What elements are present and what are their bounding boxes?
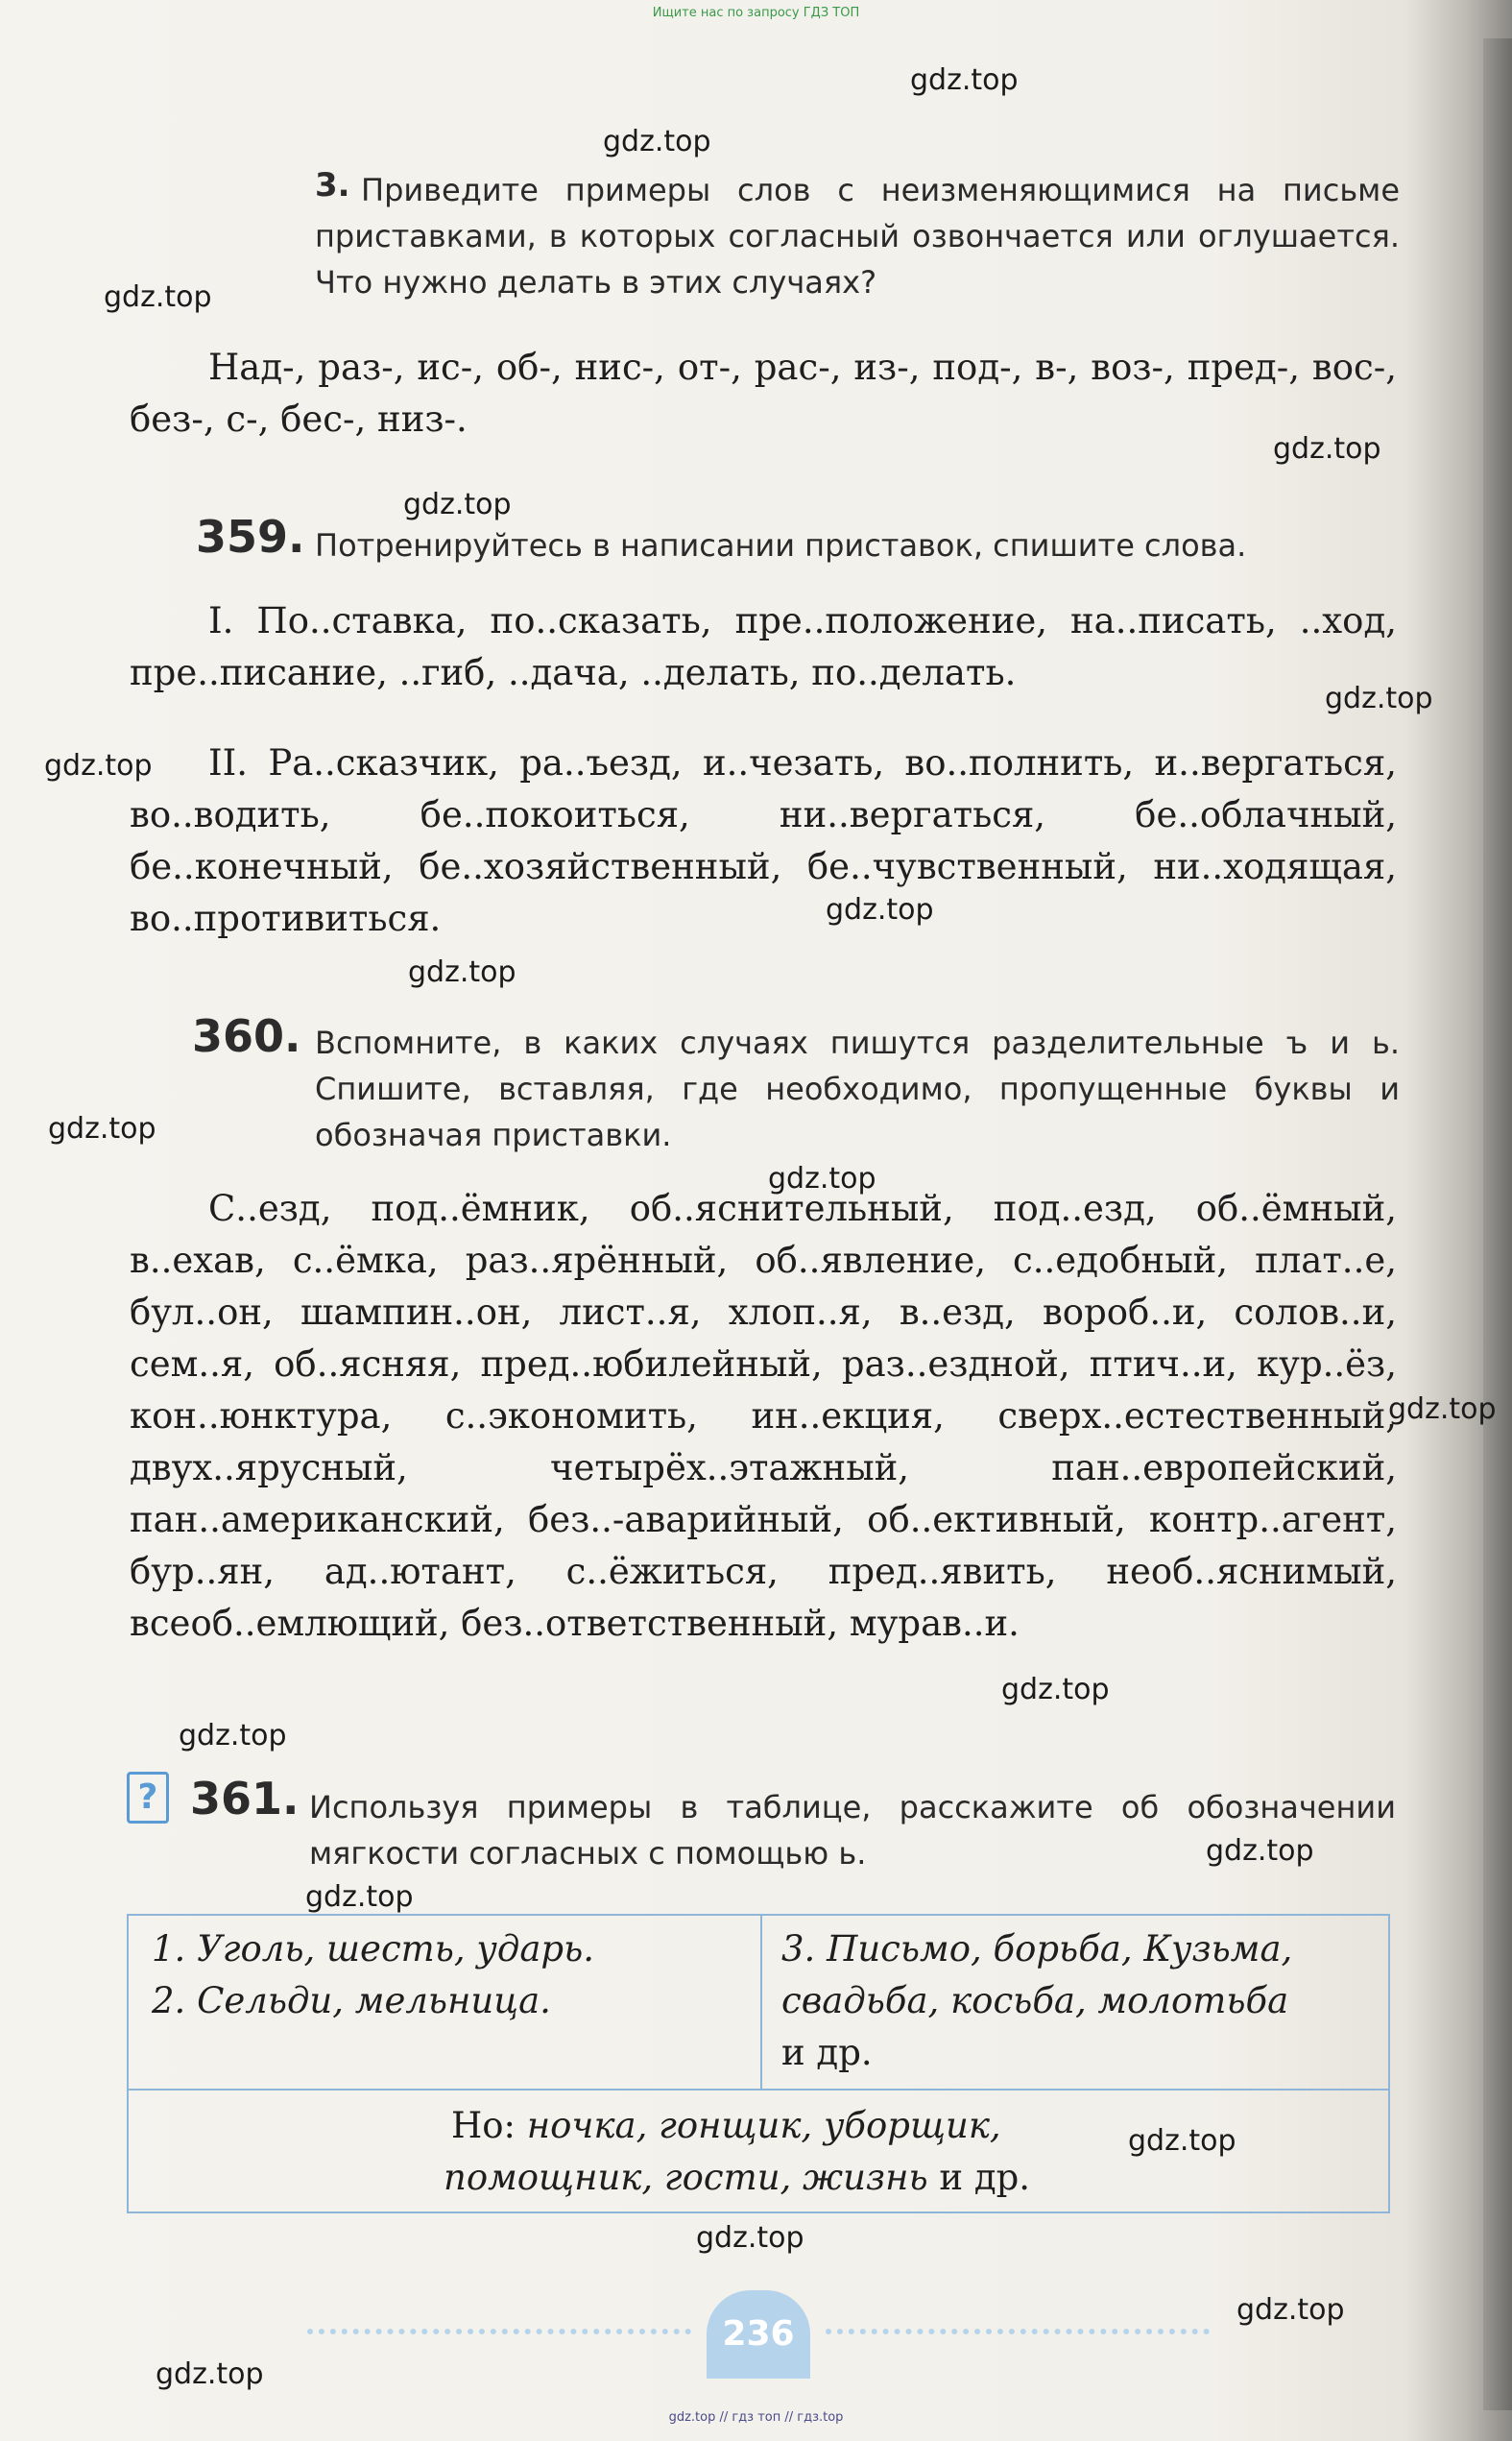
watermark: gdz.top — [768, 1162, 876, 1196]
table-cell: 3. Письмо, борьба, Кузьма, — [781, 1928, 1293, 1970]
watermark: gdz.top — [1206, 1834, 1314, 1868]
note-suffix: и др. — [927, 2157, 1031, 2198]
exercise-task: Используя примеры в таблице, расскажите об обозначении мягкости согласных с помощью ь. — [309, 1789, 1396, 1872]
ex360-text: С..езд, под..ёмник, об..яснительный, под..езд, об..ёмный, в..ехав, с..ёмка, раз..ярённый, об..явление, с..едобный, плат..е, бул..он, шампин..он, лист..я, хлоп..я, в..езд, вороб..и, солов..и, сем..я, об..ясняя, пред..юбилейный, раз..ездной, птич..и, кур..ёз, кон..юнктура, с..экономить, ин..екция, сверх..естественный, двух..ярусный, четырёх..этажный, пан..европейский, пан..американский, без..-аварийный, об..ективный, контр..агент, бур..ян, ад..ютант, с..ёжиться, пред..явить, необ..яснимый, всеоб..емлющий, без..ответственный, мурав..и. — [130, 1188, 1397, 1644]
header-note: Ищите нас по запросу ГДЗ ТОП — [652, 6, 860, 20]
watermark: gdz.top — [408, 955, 516, 989]
watermark: gdz.top — [1128, 2124, 1236, 2158]
table-divider — [760, 1916, 762, 2089]
watermark: gdz.top — [603, 125, 711, 158]
watermark: gdz.top — [305, 1880, 414, 1914]
watermark: gdz.top — [1388, 1392, 1497, 1426]
table-cell: 2. Сельди, мельница. — [152, 1980, 551, 2021]
watermark: gdz.top — [48, 1112, 156, 1146]
exercise-task: Потренируйтесь в написании приставок, спишите слова. — [315, 527, 1247, 564]
task-number: 3. — [315, 166, 350, 205]
exercise-number: 359. — [196, 511, 305, 563]
page-number: 236 — [707, 2290, 810, 2379]
watermark: gdz.top — [403, 488, 512, 521]
note-prefix: Но: — [451, 2105, 527, 2146]
note-words: ночка, гонщик, уборщик, — [526, 2105, 1001, 2146]
watermark: gdz.top — [696, 2221, 804, 2255]
watermark: gdz.top — [44, 749, 153, 783]
exercise-number: 360. — [192, 1010, 301, 1062]
watermark: gdz.top — [1001, 1673, 1110, 1706]
task3-answer: Над-, раз-, ис-, об-, нис-, от-, рас-, из-, под-, в-, воз-, пред-, вос-, без-, с-, бес-, низ-. — [130, 347, 1397, 440]
question-icon: ? — [127, 1772, 169, 1824]
page-dots-left — [307, 2329, 691, 2340]
watermark: gdz.top — [1325, 682, 1433, 715]
table-cell: 1. Уголь, шесть, ударь. — [152, 1928, 594, 1970]
table-bottom-line — [451, 2100, 1001, 2152]
ex359-part1: I. По..ставка, по..сказать, пре..положение, на..писать, ..ход, пре..писание, ..гиб, ..дача, ..делать, по..делать. — [130, 600, 1397, 693]
table-divider — [129, 2089, 1388, 2091]
task3-text: Приведите примеры слов с неизменяющимися на письме приставками, в которых согласный озвончается или оглушается. Что нужно делать в этих случаях? — [315, 172, 1400, 301]
watermark: gdz.top — [1273, 432, 1381, 466]
page-dots-right — [826, 2329, 1210, 2340]
watermark: gdz.top — [179, 1719, 287, 1752]
exercise-task: Вспомните, в каких случаях пишутся разделительные ъ и ь. Спишите, вставляя, где необходимо, пропущенные буквы и обозначая приставки. — [315, 1025, 1400, 1153]
table-cell: свадьба, косьба, молотьба — [781, 1980, 1289, 2021]
page-gutter-shadow — [1483, 38, 1512, 2410]
note-words: помощник, гости, жизнь — [444, 2157, 928, 2198]
watermark: gdz.top — [1236, 2293, 1345, 2327]
watermark: gdz.top — [104, 280, 212, 314]
watermark: gdz.top — [156, 2357, 264, 2391]
watermark: gdz.top — [910, 63, 1019, 97]
task-text — [315, 167, 1400, 305]
footer-note: gdz.top // гдз топ // гдз.top — [668, 2410, 844, 2425]
watermark: gdz.top — [826, 893, 934, 927]
table-cell: и др. — [781, 2032, 873, 2073]
ex359-part2: II. Ра..сказчик, ра..ъезд, и..чезать, во..полнить, и..вергаться, во..водить, бе..покоиться, ни..вергаться, бе..облачный, бе..конечный, бе..хозяйственный, бе..чувственный, ни..ходящая, во..противиться. — [130, 742, 1397, 939]
table-bottom-line — [444, 2152, 1030, 2204]
exercise-number: 361. — [190, 1773, 300, 1825]
